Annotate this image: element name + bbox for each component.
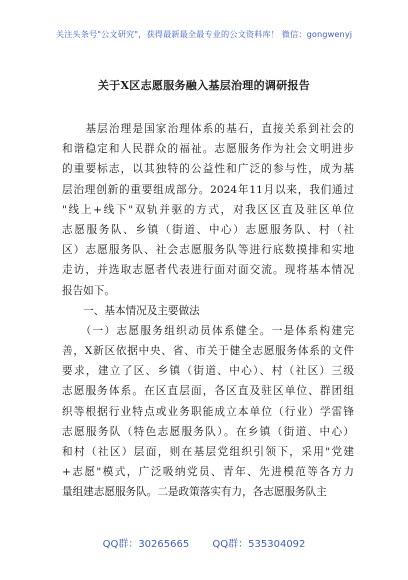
footer-qq-group-2: QQ群：535304092 <box>212 539 306 550</box>
body-line: 一、基本情况及主要做法 <box>62 304 200 317</box>
footer <box>0 535 408 550</box>
document-title: 关于X区志愿服务融入基层治理的调研报告 <box>97 79 311 92</box>
body-line: （一）志愿服务组织动员体系健全。一是体系构建完 <box>62 324 354 337</box>
body-line: 基层治理是国家治理体系的基石，直接关系到社会的 <box>62 123 354 135</box>
body-line: 和谐稳定和人民群众的福祉。志愿服务作为社会文明进步 <box>62 143 354 156</box>
body-line: 走访，并选取志愿者代表进行面对面交流。现将基本情况 <box>62 264 354 277</box>
footer-qq-group-1: QQ群：30265665 <box>102 539 190 550</box>
body-line: 区）志愿服务队、社会志愿服务队等进行底数摸排和实地 <box>62 244 354 257</box>
body-line: +志愿"模式，广泛吸纳党员、青年、先进模范等各方力 <box>62 466 354 479</box>
body-line: 志愿服务队、乡镇（街道、中心）志愿服务队、村（社 <box>62 223 354 236</box>
header-promo-note: 关注头条号"公文研究"，获得最新最全最专业的公文资料库！ 微信：gongwenyj <box>55 29 353 39</box>
body-line: 善，X新区依据中央、省、市关于健全志愿服务体系的文件 <box>62 345 354 358</box>
body-line: 织等根据行业特点或业务职能成立本单位（行业）学雷锋 <box>62 405 354 418</box>
body-line: 志愿服务队（特色志愿服务队）。在乡镇（街道、中心） <box>62 425 354 438</box>
body-line: 层治理创新的重要组成部分。2024年11月以来，我们通过 <box>62 183 354 196</box>
body-line: "线上+线下"双轨并驱的方式，对我区区直及驻区单位 <box>62 203 354 216</box>
body-line: 的重要标志，以其独特的公益性和广泛的参与性，成为基 <box>62 163 354 176</box>
body-line: 和村（社区）层面，则在基层党组织引领下，采用"党建 <box>62 446 354 458</box>
document-body <box>62 119 354 503</box>
body-line: 量组建志愿服务队。二是政策落实有力，各志愿服务队主 <box>62 486 327 499</box>
body-line: 志愿服务体系。在区直层面，各区直及驻区单位、群团组 <box>62 385 354 398</box>
body-line: 要求，建立了区、乡镇（街道、中心）、村（社区）三级 <box>62 365 354 378</box>
body-line: 报告如下。 <box>62 284 115 297</box>
